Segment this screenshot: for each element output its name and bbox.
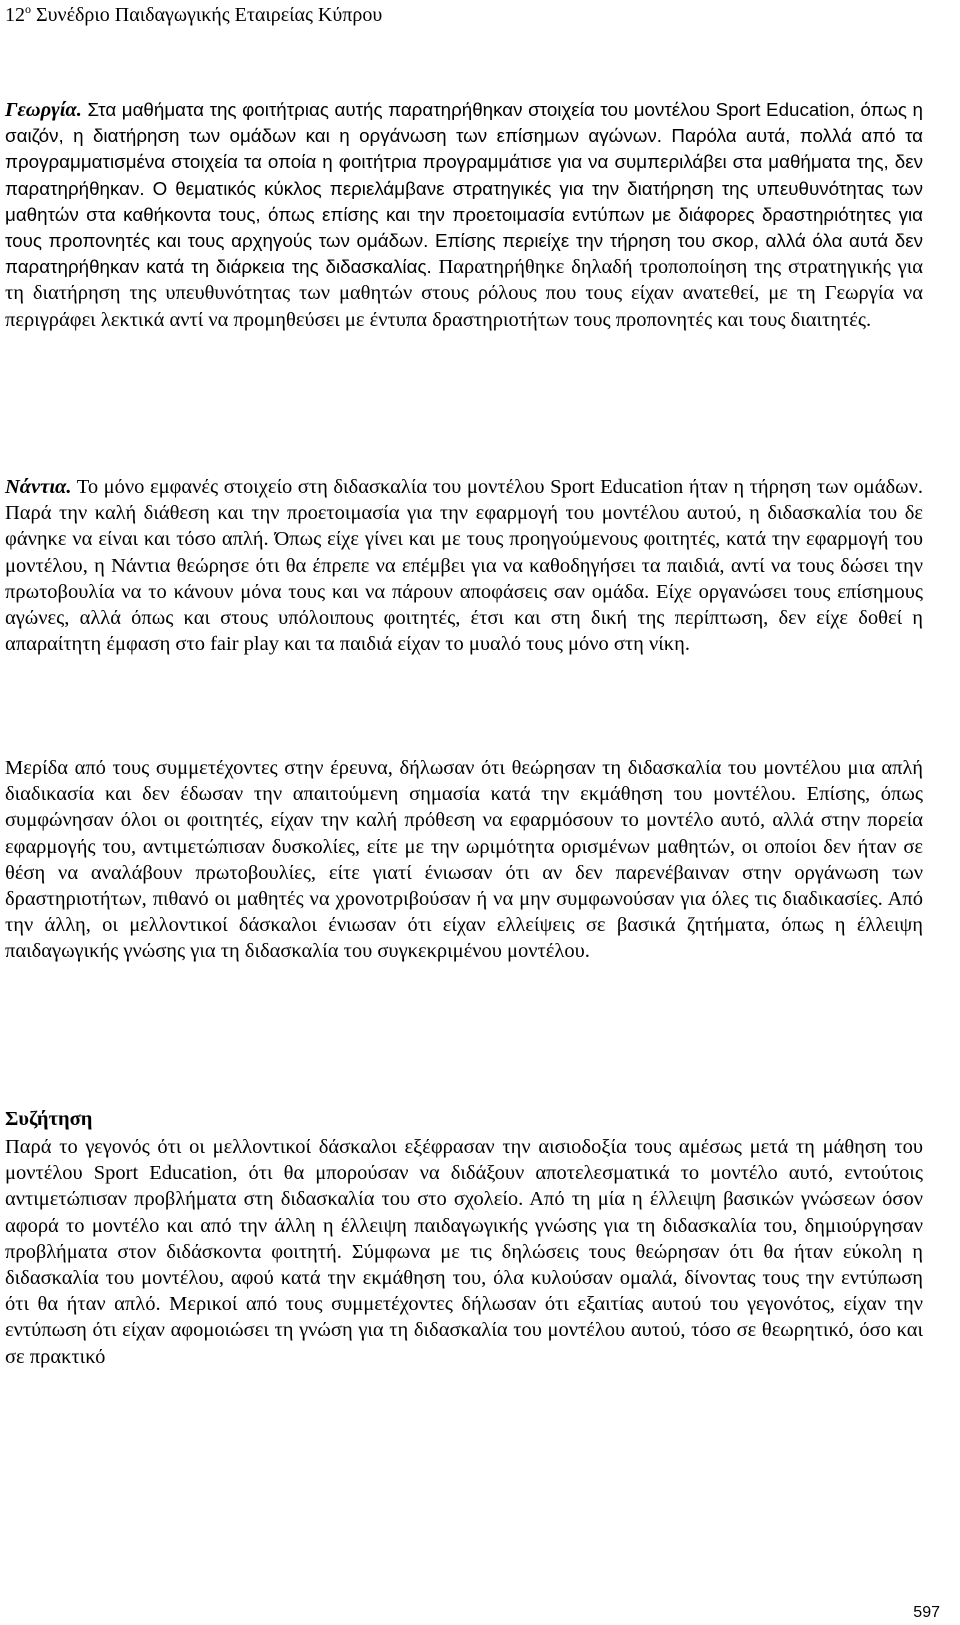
paragraph-nantia (5, 474, 923, 657)
header-title: Συνέδριο Παιδαγωγικής Εταιρείας Κύπρου (36, 4, 383, 26)
paragraph-text: Παρά το γεγονός ότι οι μελλοντικοί δάσκαλοι εξέφρασαν την αισιοδοξία τους αμέσως μετά τη μάθηση του μοντέλου Sport Education, ότι θα μπορούσαν να διδάξουν αποτελεσματικά το μοντέλο αυτό, εντούτοις αντιμετώπισαν προβλήματα στη διδασκαλία του στο σχολείο. Από τη μία η έλλειψη βασικών γνώσεων όσον αφορά το μοντέλο και από την άλλη η έλλειψη παιδαγωγικής γνώσης για τη διδασκαλία του, δημιούργησαν προβλήματα στον διδάσκοντα φοιτητή. Σύμφωνα με τις δηλώσεις τους θεώρησαν ότι θα ήταν εύκολη η διδασκαλία του μοντέλου, αφού κατά την εκμάθηση του, όλα κυλούσαν ομαλά, δίνοντας τους την εντύπωση ότι θα ήταν απλό. Μερικοί από τους συμμετέχοντες δήλωσαν ότι εξαιτίας αυτού του γεγονότος, είχαν την εντύπωση ότι είχαν αφομοιώσει τη γνώση για τη διδασκαλία του μοντέλου αυτού, τόσο σε θεωρητικό, όσο και σε πρακτικό (5, 1136, 923, 1368)
running-header (5, 2, 382, 28)
paragraph-text-continued: Παρατηρήθηκε δηλαδή τροποποίηση της στρατηγικής για τη διατήρηση της υπευθυνότητας των μαθητών στους ρόλους που τους είχαν ανατεθεί, με τη Γεωργία να περιγράφει λεκτικά αντί να προμηθεύσει με έντυπα δραστηριοτήτων τους προπονητές και τους διαιτητές. (5, 256, 923, 331)
paragraph-text: Μερίδα από τους συμμετέχοντες στην έρευνα, δήλωσαν ότι θεώρησαν τη διδασκαλία του μοντέλου μια απλή διαδικασία και δεν έδωσαν την απαιτούμενη σημασία κατά την εκμάθηση του μοντέλου. Επίσης, όπως συμφώνησαν όλοι οι φοιτητές, είχαν την καλή πρόθεση να εφαρμόσουν το μοντέλο αυτό, αλλά στην πορεία εφαρμογής του, αντιμετώπισαν δυσκολίες, είτε με την ωριμότητα ορισμένων μαθητών, οι οποίοι δεν ήταν σε θέση να αναλάβουν πρωτοβουλίες, είτε γιατί ένιωσαν ότι αν δεν παρενέβαιναν στην οργάνωση των δραστηριοτήτων, πιθανό οι μαθητές να χρονοτριβούσαν ή να μην συμφωνούσαν για όλες τις διαδικασίες. Από την άλλη, οι μελλοντικοί δάσκαλοι ένιωσαν ότι είχαν ελλείψεις σε βασικά ζητήματα, όπως η έλλειψη παιδαγωγικής γνώσης για τη διδασκαλία του συγκεκριμένου μοντέλου. (5, 757, 923, 963)
section-heading: Συζήτηση (5, 1108, 93, 1130)
paragraph-discussion (5, 1134, 923, 1370)
page-number: 597 (913, 1604, 940, 1621)
paragraph-lead: Γεωργία. (5, 99, 82, 121)
header-superscript: ο (25, 2, 31, 16)
paragraph-lead: Νάντια. (5, 476, 72, 498)
paragraph-participants (5, 755, 923, 965)
paragraph-text: Στα μαθήματα της φοιτήτριας αυτής παρατηρήθηκαν στοιχεία του μοντέλου Sport Education, όπως η σαιζόν, η διατήρηση των ομάδων και η οργάνωση των επίσημων αγώνων. Παρόλα αυτά, πολλά από τα προγραμματισμένα στοιχεία τα οποία η φοιτήτρια προγραμμάτισε για να συμπεριλάβει στα μαθήματα της, δεν παρατηρήθηκαν. Ο θεματικός κύκλος περιελάμβανε στρατηγικές για την διατήρηση της υπευθυνότητας των μαθητών στα καθήκοντα τους, όπως επίσης και την προετοιμασία εντύπων με διάφορες δραστηριότητες για τους προπονητές και τους αρχηγούς των ομάδων. Επίσης περιείχε την τήρηση του σκορ, αλλά όλα αυτά δεν παρατηρήθηκαν κατά τη διάρκεια της διδασκαλίας. (5, 99, 923, 278)
paragraph-georgia (5, 97, 923, 333)
paragraph-text: Το μόνο εμφανές στοιχείο στη διδασκαλία του μοντέλου Sport Education ήταν η τήρηση των ομάδων. Παρά την καλή διάθεση και την προετοιμασία για την εφαρμογή του μοντέλου αυτού, η διδασκαλία του δε φάνηκε να είναι και τόσο απλή. Όπως είχε γίνει και με τους προηγούμενους φοιτητές, κατά την εφαρμογή του μοντέλου, η Νάντια θεώρησε ότι θα έπρεπε να επέμβει για να καθοδηγήσει τα παιδιά, αντί να τους δώσει την πρωτοβουλία να το κάνουν μόνα τους και να πάρουν αποφάσεις σαν ομάδα. Είχε οργανώσει τους επίσημους αγώνες, αλλά όπως και στους υπόλοιπους φοιτητές, έτσι και στη δική της περίπτωση, δεν είχε δοθεί η απαραίτητη έμφαση στο fair play και τα παιδιά είχαν το μυαλό τους μόνο στη νίκη. (5, 476, 923, 656)
header-number: 12 (5, 4, 25, 26)
